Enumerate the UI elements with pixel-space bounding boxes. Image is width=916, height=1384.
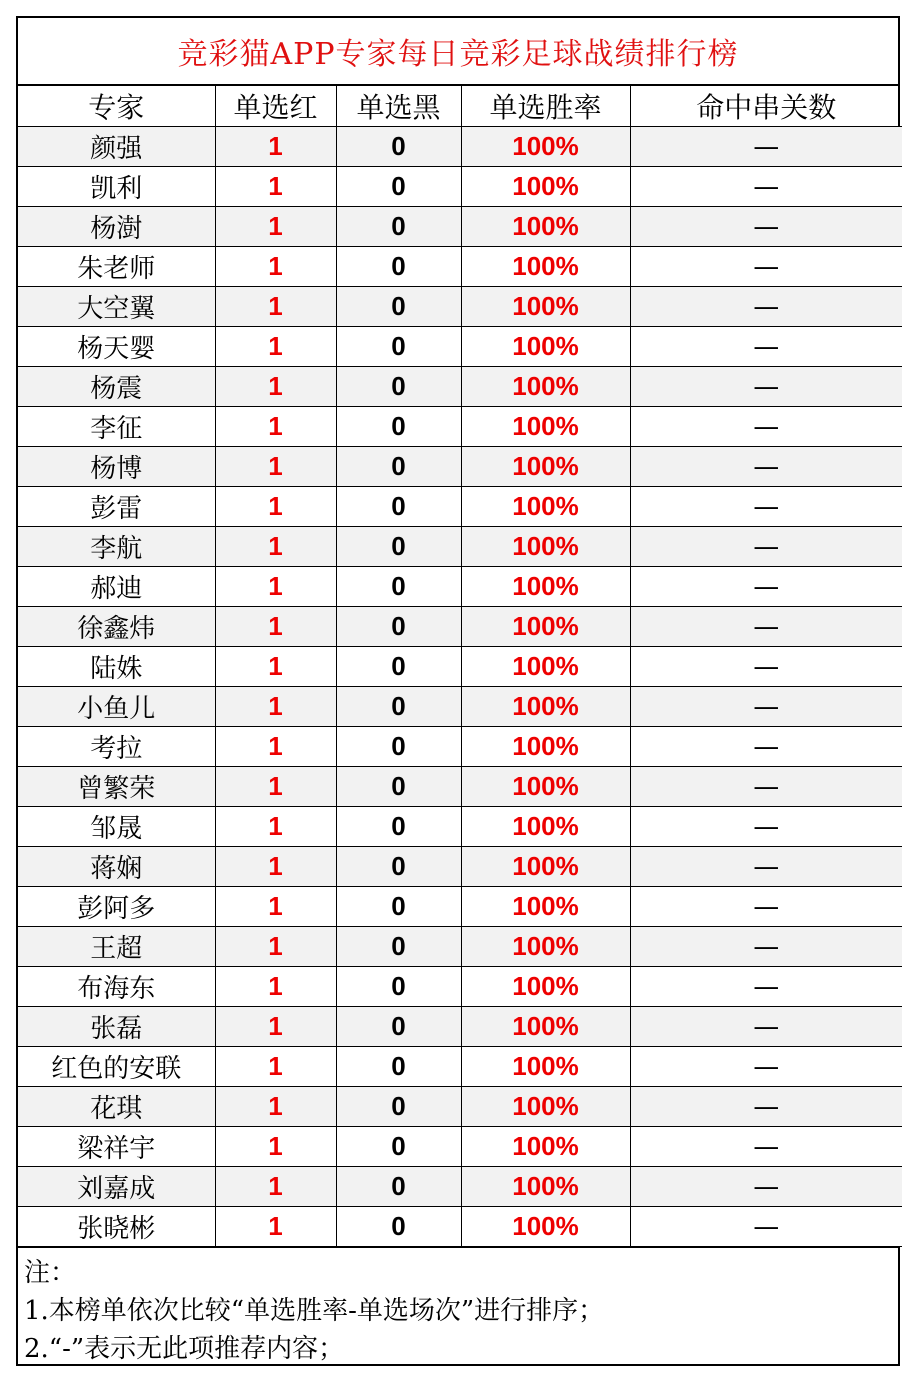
table-header-row [18, 86, 902, 127]
win-rate-cell: 100% [461, 287, 630, 327]
expert-name-cell: 刘嘉成 [18, 1167, 215, 1207]
single-red-cell: 1 [215, 687, 336, 727]
parlay-hits-cell: — [630, 247, 902, 287]
table-row [18, 167, 902, 207]
table-row [18, 567, 902, 607]
single-red-cell: 1 [215, 727, 336, 767]
parlay-hits-cell: — [630, 127, 902, 167]
win-rate-cell: 100% [461, 1047, 630, 1087]
single-red-cell: 1 [215, 207, 336, 247]
parlay-hits-cell: — [630, 647, 902, 687]
win-rate-cell: 100% [461, 807, 630, 847]
expert-name-cell: 杨震 [18, 367, 215, 407]
table-row [18, 367, 902, 407]
expert-name-cell: 梁祥宇 [18, 1127, 215, 1167]
table-row [18, 967, 902, 1007]
single-red-cell: 1 [215, 647, 336, 687]
note-line-1: 1.本榜单依次比较“单选胜率-单选场次”进行排序； [24, 1296, 605, 1326]
win-rate-cell: 100% [461, 687, 630, 727]
single-red-cell: 1 [215, 127, 336, 167]
single-red-cell: 1 [215, 567, 336, 607]
table-row [18, 207, 902, 247]
single-black-cell: 0 [336, 207, 461, 247]
single-black-cell: 0 [336, 367, 461, 407]
expert-name-cell: 颜强 [18, 127, 215, 167]
parlay-hits-cell: — [630, 367, 902, 407]
single-black-cell: 0 [336, 767, 461, 807]
expert-name-cell: 布海东 [18, 967, 215, 1007]
win-rate-cell: 100% [461, 407, 630, 447]
parlay-hits-cell: — [630, 1127, 902, 1167]
single-red-cell: 1 [215, 247, 336, 287]
column-header-win-rate: 单选胜率 [461, 86, 630, 127]
expert-name-cell: 花琪 [18, 1087, 215, 1127]
notes-heading: 注： [24, 1258, 77, 1288]
single-black-cell: 0 [336, 727, 461, 767]
table-row [18, 247, 902, 287]
win-rate-cell: 100% [461, 887, 630, 927]
parlay-hits-cell: — [630, 327, 902, 367]
expert-name-cell: 徐鑫炜 [18, 607, 215, 647]
single-black-cell: 0 [336, 567, 461, 607]
ranking-table [18, 86, 902, 1247]
table-row [18, 447, 902, 487]
expert-name-cell: 张晓彬 [18, 1207, 215, 1247]
expert-name-cell: 小鱼儿 [18, 687, 215, 727]
win-rate-cell: 100% [461, 647, 630, 687]
note-line-2: 2.“-”表示无此项推荐内容； [24, 1334, 345, 1364]
single-red-cell: 1 [215, 967, 336, 1007]
expert-name-cell: 杨澍 [18, 207, 215, 247]
table-row [18, 647, 902, 687]
table-row [18, 1167, 902, 1207]
parlay-hits-cell: — [630, 1207, 902, 1247]
win-rate-cell: 100% [461, 207, 630, 247]
table-row [18, 127, 902, 167]
single-black-cell: 0 [336, 887, 461, 927]
column-header-parlay-hits: 命中串关数 [630, 86, 902, 127]
parlay-hits-cell: — [630, 967, 902, 1007]
expert-name-cell: 曾繁荣 [18, 767, 215, 807]
single-red-cell: 1 [215, 287, 336, 327]
expert-name-cell: 杨博 [18, 447, 215, 487]
parlay-hits-cell: — [630, 487, 902, 527]
win-rate-cell: 100% [461, 367, 630, 407]
expert-name-cell: 王超 [18, 927, 215, 967]
single-red-cell: 1 [215, 447, 336, 487]
single-black-cell: 0 [336, 287, 461, 327]
win-rate-cell: 100% [461, 607, 630, 647]
single-red-cell: 1 [215, 487, 336, 527]
page-title: 竞彩猫APP专家每日竞彩足球战绩排行榜 [18, 18, 898, 86]
win-rate-cell: 100% [461, 767, 630, 807]
single-red-cell: 1 [215, 167, 336, 207]
win-rate-cell: 100% [461, 1087, 630, 1127]
table-row [18, 927, 902, 967]
single-red-cell: 1 [215, 1127, 336, 1167]
win-rate-cell: 100% [461, 1127, 630, 1167]
win-rate-cell: 100% [461, 1007, 630, 1047]
win-rate-cell: 100% [461, 487, 630, 527]
single-black-cell: 0 [336, 927, 461, 967]
single-black-cell: 0 [336, 127, 461, 167]
expert-name-cell: 郝迪 [18, 567, 215, 607]
single-black-cell: 0 [336, 1047, 461, 1087]
expert-name-cell: 张磊 [18, 1007, 215, 1047]
expert-name-cell: 红色的安联 [18, 1047, 215, 1087]
table-row [18, 527, 902, 567]
single-black-cell: 0 [336, 847, 461, 887]
single-red-cell: 1 [215, 807, 336, 847]
win-rate-cell: 100% [461, 727, 630, 767]
table-row [18, 687, 902, 727]
single-black-cell: 0 [336, 967, 461, 1007]
ranking-sheet [16, 16, 900, 1366]
table-row [18, 607, 902, 647]
single-red-cell: 1 [215, 1007, 336, 1047]
single-red-cell: 1 [215, 407, 336, 447]
single-black-cell: 0 [336, 607, 461, 647]
table-row [18, 287, 902, 327]
table-row [18, 327, 902, 367]
parlay-hits-cell: — [630, 1047, 902, 1087]
table-row [18, 847, 902, 887]
win-rate-cell: 100% [461, 927, 630, 967]
expert-name-cell: 李征 [18, 407, 215, 447]
parlay-hits-cell: — [630, 527, 902, 567]
single-red-cell: 1 [215, 367, 336, 407]
expert-name-cell: 凯利 [18, 167, 215, 207]
single-black-cell: 0 [336, 247, 461, 287]
table-row [18, 727, 902, 767]
expert-name-cell: 李航 [18, 527, 215, 567]
column-header-single-black: 单选黑 [336, 86, 461, 127]
table-row [18, 1007, 902, 1047]
parlay-hits-cell: — [630, 407, 902, 447]
single-black-cell: 0 [336, 167, 461, 207]
single-black-cell: 0 [336, 647, 461, 687]
table-row [18, 1207, 902, 1247]
win-rate-cell: 100% [461, 1167, 630, 1207]
single-red-cell: 1 [215, 847, 336, 887]
parlay-hits-cell: — [630, 447, 902, 487]
parlay-hits-cell: — [630, 567, 902, 607]
win-rate-cell: 100% [461, 327, 630, 367]
expert-name-cell: 大空翼 [18, 287, 215, 327]
table-row [18, 887, 902, 927]
expert-name-cell: 朱老师 [18, 247, 215, 287]
single-red-cell: 1 [215, 607, 336, 647]
single-black-cell: 0 [336, 1167, 461, 1207]
single-black-cell: 0 [336, 1007, 461, 1047]
expert-name-cell: 陆姝 [18, 647, 215, 687]
single-black-cell: 0 [336, 687, 461, 727]
expert-name-cell: 彭阿多 [18, 887, 215, 927]
single-red-cell: 1 [215, 887, 336, 927]
parlay-hits-cell: — [630, 687, 902, 727]
single-black-cell: 0 [336, 1087, 461, 1127]
win-rate-cell: 100% [461, 967, 630, 1007]
win-rate-cell: 100% [461, 247, 630, 287]
win-rate-cell: 100% [461, 167, 630, 207]
single-black-cell: 0 [336, 447, 461, 487]
single-red-cell: 1 [215, 1047, 336, 1087]
table-row [18, 807, 902, 847]
table-row [18, 487, 902, 527]
single-black-cell: 0 [336, 407, 461, 447]
parlay-hits-cell: — [630, 207, 902, 247]
single-red-cell: 1 [215, 927, 336, 967]
single-red-cell: 1 [215, 1207, 336, 1247]
parlay-hits-cell: — [630, 767, 902, 807]
table-row [18, 407, 902, 447]
notes-section [18, 1247, 898, 1368]
win-rate-cell: 100% [461, 447, 630, 487]
single-black-cell: 0 [336, 327, 461, 367]
expert-name-cell: 邹晟 [18, 807, 215, 847]
win-rate-cell: 100% [461, 847, 630, 887]
parlay-hits-cell: — [630, 1007, 902, 1047]
table-body [18, 127, 902, 1247]
single-red-cell: 1 [215, 1167, 336, 1207]
parlay-hits-cell: — [630, 1167, 902, 1207]
table-row [18, 767, 902, 807]
parlay-hits-cell: — [630, 807, 902, 847]
parlay-hits-cell: — [630, 887, 902, 927]
single-black-cell: 0 [336, 487, 461, 527]
column-header-single-red: 单选红 [215, 86, 336, 127]
expert-name-cell: 杨天婴 [18, 327, 215, 367]
win-rate-cell: 100% [461, 527, 630, 567]
single-black-cell: 0 [336, 1207, 461, 1247]
parlay-hits-cell: — [630, 847, 902, 887]
parlay-hits-cell: — [630, 727, 902, 767]
table-row [18, 1047, 902, 1087]
single-red-cell: 1 [215, 527, 336, 567]
single-black-cell: 0 [336, 1127, 461, 1167]
parlay-hits-cell: — [630, 607, 902, 647]
table-row [18, 1087, 902, 1127]
single-black-cell: 0 [336, 527, 461, 567]
parlay-hits-cell: — [630, 167, 902, 207]
expert-name-cell: 考拉 [18, 727, 215, 767]
parlay-hits-cell: — [630, 927, 902, 967]
single-red-cell: 1 [215, 1087, 336, 1127]
expert-name-cell: 蒋娴 [18, 847, 215, 887]
win-rate-cell: 100% [461, 127, 630, 167]
single-red-cell: 1 [215, 767, 336, 807]
parlay-hits-cell: — [630, 1087, 902, 1127]
table-row [18, 1127, 902, 1167]
expert-name-cell: 彭雷 [18, 487, 215, 527]
win-rate-cell: 100% [461, 567, 630, 607]
parlay-hits-cell: — [630, 287, 902, 327]
single-black-cell: 0 [336, 807, 461, 847]
win-rate-cell: 100% [461, 1207, 630, 1247]
single-red-cell: 1 [215, 327, 336, 367]
column-header-expert: 专家 [18, 86, 215, 127]
